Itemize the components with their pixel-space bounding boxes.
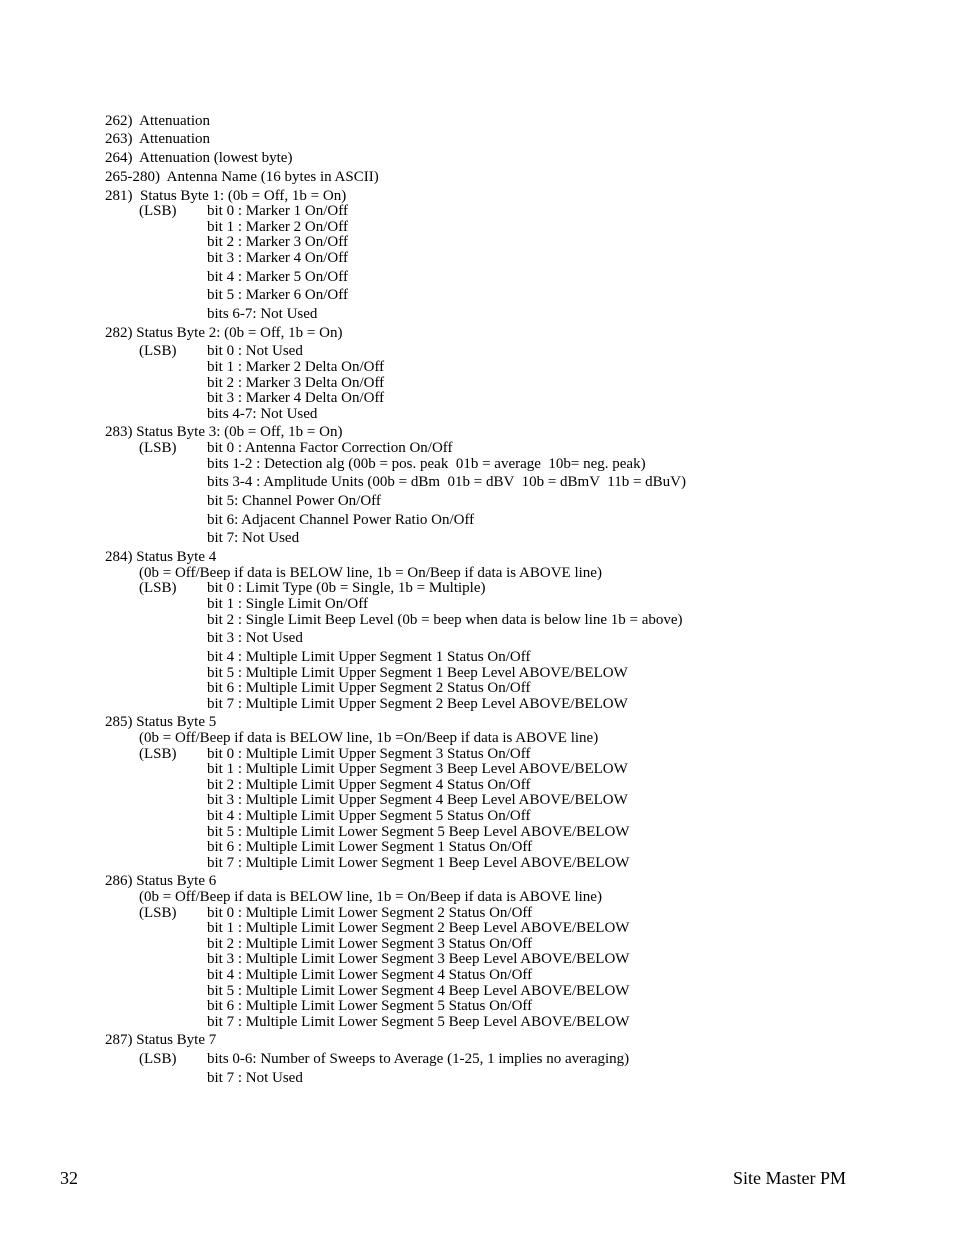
document-line: bit 4 : Marker 5 On/Off (207, 269, 348, 285)
document-line: 262) Attenuation (105, 113, 210, 129)
document-line: bit 3 : Multiple Limit Upper Segment 4 Beep Level ABOVE/BELOW (207, 792, 628, 808)
document-line: bit 1 : Multiple Limit Lower Segment 2 Beep Level ABOVE/BELOW (207, 920, 630, 936)
page-number: 32 (60, 1168, 78, 1188)
document-line: (0b = Off/Beep if data is BELOW line, 1b = On/Beep if data is ABOVE line) (139, 565, 602, 581)
document-line: bit 0 : Multiple Limit Lower Segment 2 Status On/Off (207, 905, 533, 921)
document-line: bit 6 : Multiple Limit Lower Segment 5 Status On/Off (207, 998, 533, 1014)
document-line: 282) Status Byte 2: (0b = Off, 1b = On) (105, 325, 343, 341)
document-line: bit 0 : Marker 1 On/Off (207, 203, 348, 219)
document-line: (LSB) (139, 440, 177, 456)
document-line: bit 6 : Multiple Limit Upper Segment 2 Status On/Off (207, 680, 531, 696)
document-line: bit 4 : Multiple Limit Upper Segment 1 Status On/Off (207, 649, 531, 665)
document-line: 284) Status Byte 4 (105, 549, 217, 565)
document-line: bit 1 : Marker 2 Delta On/Off (207, 359, 385, 375)
document-line: bit 0 : Multiple Limit Upper Segment 3 Status On/Off (207, 746, 531, 762)
document-line: (0b = Off/Beep if data is BELOW line, 1b =On/Beep if data is ABOVE line) (139, 730, 599, 746)
document-line: (LSB) (139, 1051, 177, 1067)
document-line: (LSB) (139, 905, 177, 921)
document-line: (LSB) (139, 580, 177, 596)
document-line: bit 1 : Marker 2 On/Off (207, 219, 348, 235)
footer-title: Site Master PM (732, 1168, 846, 1188)
document-line: bit 6 : Multiple Limit Lower Segment 1 Status On/Off (207, 839, 533, 855)
document-line: bit 3 : Not Used (207, 630, 303, 646)
document-line: 281) Status Byte 1: (0b = Off, 1b = On) (105, 188, 347, 204)
document-line: bit 2 : Multiple Limit Lower Segment 3 Status On/Off (207, 936, 533, 952)
document-line: bit 5 : Multiple Limit Lower Segment 4 Beep Level ABOVE/BELOW (207, 983, 630, 999)
document-line: (0b = Off/Beep if data is BELOW line, 1b = On/Beep if data is ABOVE line) (139, 889, 602, 905)
document-line: bit 2 : Marker 3 Delta On/Off (207, 375, 385, 391)
document-line: (LSB) (139, 343, 177, 359)
document-line: bit 7 : Multiple Limit Upper Segment 2 Beep Level ABOVE/BELOW (207, 696, 628, 712)
document-line: bit 3 : Multiple Limit Lower Segment 3 Beep Level ABOVE/BELOW (207, 951, 630, 967)
document-line: bit 0 : Antenna Factor Correction On/Off (207, 440, 453, 456)
document-line: (LSB) (139, 203, 177, 219)
document-line: bit 2 : Single Limit Beep Level (0b = beep when data is below line 1b = above) (207, 612, 683, 628)
document-line: bit 5 : Multiple Limit Upper Segment 1 Beep Level ABOVE/BELOW (207, 665, 628, 681)
document-line: bit 3 : Marker 4 On/Off (207, 250, 348, 266)
document-line: bit 7: Not Used (207, 530, 300, 546)
document-line: bit 0 : Not Used (207, 343, 303, 359)
document-line: 263) Attenuation (105, 131, 210, 147)
document-line: bit 4 : Multiple Limit Upper Segment 5 Status On/Off (207, 808, 531, 824)
document-line: bit 5: Channel Power On/Off (207, 493, 381, 509)
document-line: 287) Status Byte 7 (105, 1032, 217, 1048)
document-line: 285) Status Byte 5 (105, 714, 217, 730)
document-line: bit 7 : Not Used (207, 1070, 303, 1086)
document-line: bits 4-7: Not Used (207, 406, 318, 422)
document-line: bit 6: Adjacent Channel Power Ratio On/Off (207, 512, 475, 528)
document-line: 265-280) Antenna Name (16 bytes in ASCII) (105, 169, 379, 185)
document-line: bit 0 : Limit Type (0b = Single, 1b = Multiple) (207, 580, 486, 596)
document-line: bit 2 : Marker 3 On/Off (207, 234, 348, 250)
document-line: 283) Status Byte 3: (0b = Off, 1b = On) (105, 424, 343, 440)
document-line: bits 1-2 : Detection alg (00b = pos. peak 01b = average 10b= neg. peak) (207, 456, 646, 472)
document-line: bit 1 : Single Limit On/Off (207, 596, 368, 612)
document-line: bits 0-6: Number of Sweeps to Average (1-25, 1 implies no averaging) (207, 1051, 630, 1067)
document-line: 264) Attenuation (lowest byte) (105, 150, 293, 166)
document-line: bits 6-7: Not Used (207, 306, 318, 322)
document-line: bit 3 : Marker 4 Delta On/Off (207, 390, 385, 406)
document-line: 286) Status Byte 6 (105, 873, 217, 889)
document-line: bit 4 : Multiple Limit Lower Segment 4 Status On/Off (207, 967, 533, 983)
document-line: bit 5 : Marker 6 On/Off (207, 287, 348, 303)
document-line: bit 7 : Multiple Limit Lower Segment 1 Beep Level ABOVE/BELOW (207, 855, 630, 871)
document-line: bit 5 : Multiple Limit Lower Segment 5 Beep Level ABOVE/BELOW (207, 824, 630, 840)
document-line: bit 2 : Multiple Limit Upper Segment 4 Status On/Off (207, 777, 531, 793)
document-line: bit 1 : Multiple Limit Upper Segment 3 Beep Level ABOVE/BELOW (207, 761, 628, 777)
document-line: bit 7 : Multiple Limit Lower Segment 5 Beep Level ABOVE/BELOW (207, 1014, 630, 1030)
document-line: bits 3-4 : Amplitude Units (00b = dBm 01b = dBV 10b = dBmV 11b = dBuV) (207, 474, 687, 490)
document-line: (LSB) (139, 746, 177, 762)
